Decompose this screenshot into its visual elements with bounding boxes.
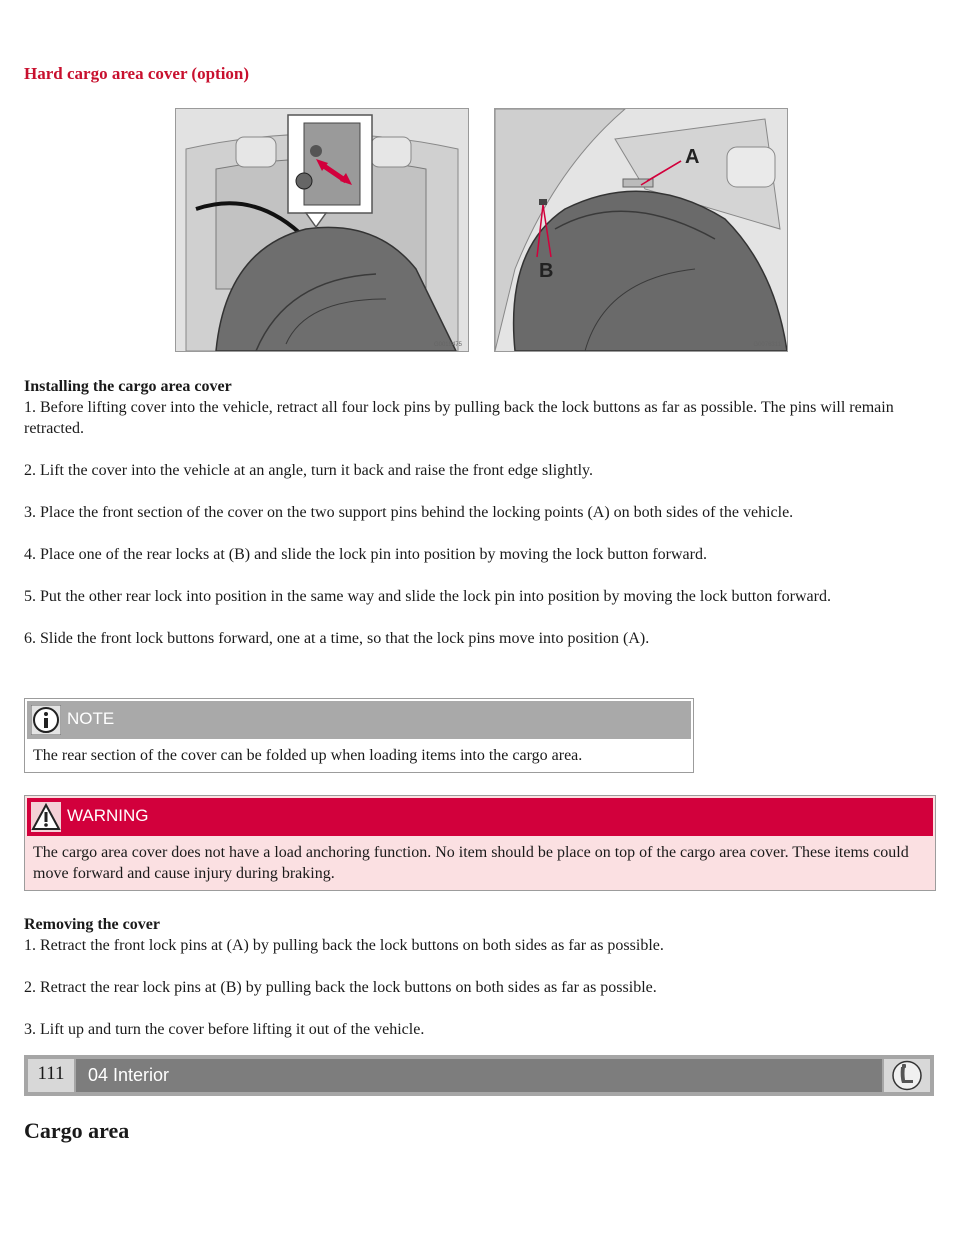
figure-code: G0019475: [433, 342, 462, 348]
warning-header: [27, 798, 933, 836]
next-section-title: Cargo area: [24, 1118, 130, 1143]
note-label: NOTE: [67, 709, 115, 728]
warning-box: [24, 795, 936, 891]
install-step-6: 6. Slide the front lock buttons forward, one at a time, so that the lock pins move into position (A).: [24, 630, 650, 647]
label-a: A: [685, 146, 700, 168]
warning-label: WARNING: [67, 806, 149, 825]
install-step-5: 5. Put the other rear lock into position in the same way and slide the lock pin into position by moving the lock button forward.: [24, 588, 831, 605]
remove-heading: Removing the cover: [24, 916, 160, 933]
install-instructions: [24, 376, 938, 649]
warning-triangle-icon: [31, 802, 61, 837]
figure-code: G0076311: [753, 342, 781, 348]
remove-step-1: 1. Retract the front lock pins at (A) by pulling back the lock buttons on both sides as far as possible.: [24, 937, 664, 954]
seat-icon: [884, 1059, 930, 1092]
install-heading: Installing the cargo area cover: [24, 378, 232, 395]
remove-step-3: 3. Lift up and turn the cover before lifting it out of the vehicle.: [24, 1021, 425, 1038]
remove-step-2: 2. Retract the rear lock pins at (B) by pulling back the lock buttons on both sides as far as possible.: [24, 979, 657, 996]
page-number: 111: [28, 1059, 74, 1092]
section-title: Hard cargo area cover (option): [24, 64, 250, 83]
note-header: [27, 701, 691, 739]
figure-cargo-cover-pins: [494, 108, 788, 352]
label-b: B: [539, 260, 554, 282]
install-step-3: 3. Place the front section of the cover on the two support pins behind the locking points (A) on both sides of the vehicle.: [24, 504, 794, 521]
install-step-4: 4. Place one of the rear locks at (B) and slide the lock pin into position by moving the lock button forward.: [24, 546, 707, 563]
note-box: [24, 698, 694, 773]
chapter-title: 04 Interior: [76, 1059, 882, 1092]
warning-text: The cargo area cover does not have a load anchoring function. No item should be place on top of the cargo area cover. These items could move forward and cause injury during braking.: [33, 844, 909, 882]
figure-cargo-cover-lock: [175, 108, 469, 352]
install-step-2: 2. Lift the cover into the vehicle at an angle, turn it back and raise the front edge slightly.: [24, 462, 593, 479]
remove-instructions: [24, 914, 938, 1040]
info-icon: [31, 705, 61, 740]
install-step-1: 1. Before lifting cover into the vehicle, retract all four lock pins by pulling back the lock buttons as far as possible. The pins will remain retracted.: [24, 399, 894, 437]
page-footer: [24, 1055, 934, 1096]
note-text: The rear section of the cover can be folded up when loading items into the cargo area.: [33, 747, 583, 764]
